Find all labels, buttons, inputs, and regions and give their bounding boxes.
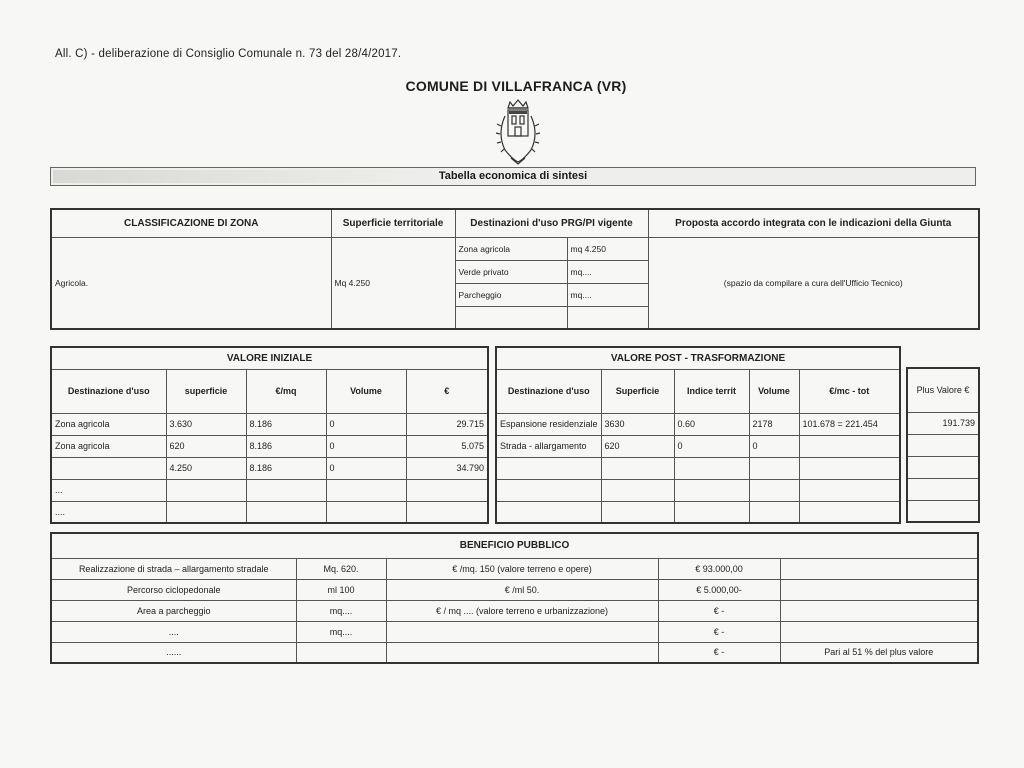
initial-cell: Zona agricola — [51, 435, 166, 457]
initial-cell: 620 — [166, 435, 246, 457]
benefit-cell: .... — [51, 621, 296, 642]
post-cell — [749, 457, 799, 479]
post-cell — [601, 479, 674, 501]
benefit-cell: € /mq. 150 (valore terreno e opere) — [386, 558, 658, 579]
benefit-cell: € /ml 50. — [386, 579, 658, 600]
post-cell: 0 — [749, 435, 799, 457]
table-row — [51, 435, 488, 457]
plus-value-table — [906, 367, 980, 523]
plus-value-header: Plus Valore € — [907, 368, 979, 412]
table-row — [51, 457, 488, 479]
initial-header: superficie — [166, 369, 246, 413]
initial-cell: 0 — [326, 435, 406, 457]
post-cell: 0.60 — [674, 413, 749, 435]
benefit-cell: Pari al 51 % del plus valore — [780, 642, 978, 663]
post-cell — [601, 457, 674, 479]
post-cell: Strada - allargamento — [496, 435, 601, 457]
post-cell: 620 — [601, 435, 674, 457]
benefit-cell — [386, 621, 658, 642]
post-cell — [496, 479, 601, 501]
zone-table — [50, 208, 980, 330]
header-note: All. C) - deliberazione di Consiglio Comunale n. 73 del 28/4/2017. — [55, 48, 402, 60]
initial-header: Volume — [326, 369, 406, 413]
post-cell — [674, 501, 749, 523]
post-cell — [749, 479, 799, 501]
public-benefit-table — [50, 532, 979, 664]
benefit-cell — [296, 642, 386, 663]
post-cell: Espansione residenziale — [496, 413, 601, 435]
table-row — [496, 413, 900, 435]
post-header: €/mc - tot — [799, 369, 900, 413]
crest-icon — [493, 98, 543, 168]
zone-classification: Agricola. — [51, 237, 331, 329]
post-cell — [496, 457, 601, 479]
plus-value-cell — [907, 434, 979, 456]
plus-value-cell — [907, 456, 979, 478]
post-cell — [749, 501, 799, 523]
benefit-cell: Realizzazione di strada – allargamento stradale — [51, 558, 296, 579]
initial-value-table — [50, 346, 489, 524]
plus-value-cell — [907, 500, 979, 522]
table-row — [51, 413, 488, 435]
initial-cell: Zona agricola — [51, 413, 166, 435]
comune-title: COMUNE DI VILLAFRANCA (VR) — [405, 78, 627, 94]
initial-header: € — [406, 369, 488, 413]
summary-title-band — [50, 167, 976, 186]
post-cell — [799, 435, 900, 457]
table-row — [496, 479, 900, 501]
table-row — [51, 642, 978, 663]
benefit-cell — [780, 600, 978, 621]
initial-cell — [246, 501, 326, 523]
post-cell: 101.678 = 221.454 — [799, 413, 900, 435]
destination-label: Zona agricola — [455, 237, 567, 260]
benefit-cell — [780, 579, 978, 600]
destination-value — [567, 306, 648, 329]
initial-cell: 29.715 — [406, 413, 488, 435]
destination-value: mq.... — [567, 260, 648, 283]
table-row — [51, 501, 488, 523]
initial-cell: 4.250 — [166, 457, 246, 479]
zone-header-classification: CLASSIFICAZIONE DI ZONA — [51, 209, 331, 237]
post-transformation-title: VALORE POST - TRASFORMAZIONE — [496, 347, 900, 369]
benefit-cell: mq.... — [296, 621, 386, 642]
destination-value: mq.... — [567, 283, 648, 306]
table-row — [496, 501, 900, 523]
post-cell — [601, 501, 674, 523]
post-cell — [674, 479, 749, 501]
post-cell — [674, 457, 749, 479]
table-row — [496, 435, 900, 457]
public-benefit-title: BENEFICIO PUBBLICO — [51, 533, 978, 558]
post-transformation-table — [495, 346, 901, 524]
initial-cell: 5.075 — [406, 435, 488, 457]
benefit-cell: € - — [658, 621, 780, 642]
benefit-cell: Percorso ciclopedonale — [51, 579, 296, 600]
zone-proposal: (spazio da compilare a cura dell'Ufficio Tecnico) — [648, 237, 979, 329]
benefit-cell — [386, 642, 658, 663]
benefit-cell — [780, 558, 978, 579]
benefit-cell: € 93.000,00 — [658, 558, 780, 579]
initial-cell: 0 — [326, 457, 406, 479]
benefit-cell: Mq. 620. — [296, 558, 386, 579]
initial-cell: 0 — [326, 413, 406, 435]
initial-value-title: VALORE INIZIALE — [51, 347, 488, 369]
destination-label — [455, 306, 567, 329]
initial-cell: 8.186 — [246, 457, 326, 479]
table-row — [51, 558, 978, 579]
benefit-cell: ...... — [51, 642, 296, 663]
post-cell — [799, 501, 900, 523]
zone-header-destinations: Destinazioni d'uso PRG/PI vigente — [455, 209, 648, 237]
table-row — [51, 479, 488, 501]
benefit-cell: € 5.000,00- — [658, 579, 780, 600]
initial-cell — [166, 501, 246, 523]
post-cell — [496, 501, 601, 523]
initial-cell: 8.186 — [246, 435, 326, 457]
benefit-cell: ml 100 — [296, 579, 386, 600]
destination-label: Verde privato — [455, 260, 567, 283]
initial-cell — [326, 501, 406, 523]
post-cell: 3630 — [601, 413, 674, 435]
zone-header-proposal: Proposta accordo integrata con le indicazioni della Giunta — [648, 209, 979, 237]
post-header: Volume — [749, 369, 799, 413]
initial-cell — [406, 479, 488, 501]
initial-cell — [406, 501, 488, 523]
benefit-cell: Area a parcheggio — [51, 600, 296, 621]
plus-value-cell: 191.739 — [907, 412, 979, 434]
initial-cell: 34.790 — [406, 457, 488, 479]
destination-label: Parcheggio — [455, 283, 567, 306]
zone-surface: Mq 4.250 — [331, 237, 455, 329]
post-header: Superficie — [601, 369, 674, 413]
initial-cell: 3.630 — [166, 413, 246, 435]
summary-title: Tabella economica di sintesi — [438, 170, 588, 182]
post-header: Destinazione d'uso — [496, 369, 601, 413]
table-row — [51, 621, 978, 642]
benefit-cell — [780, 621, 978, 642]
table-row — [496, 457, 900, 479]
initial-cell: 8.186 — [246, 413, 326, 435]
table-row — [51, 579, 978, 600]
initial-cell — [166, 479, 246, 501]
post-cell — [799, 457, 900, 479]
initial-cell: ... — [51, 479, 166, 501]
benefit-cell: € - — [658, 642, 780, 663]
initial-cell: .... — [51, 501, 166, 523]
plus-value-cell — [907, 478, 979, 500]
destination-value: mq 4.250 — [567, 237, 648, 260]
initial-cell — [51, 457, 166, 479]
table-row — [51, 600, 978, 621]
post-cell: 0 — [674, 435, 749, 457]
post-header: Indice territ — [674, 369, 749, 413]
post-cell — [799, 479, 900, 501]
benefit-cell: € / mq .... (valore terreno e urbanizzazione) — [386, 600, 658, 621]
benefit-cell: € - — [658, 600, 780, 621]
post-cell: 2178 — [749, 413, 799, 435]
initial-cell — [326, 479, 406, 501]
initial-cell — [246, 479, 326, 501]
benefit-cell: mq.... — [296, 600, 386, 621]
initial-header: Destinazione d'uso — [51, 369, 166, 413]
initial-header: €/mq — [246, 369, 326, 413]
zone-header-surface: Superficie territoriale — [331, 209, 455, 237]
